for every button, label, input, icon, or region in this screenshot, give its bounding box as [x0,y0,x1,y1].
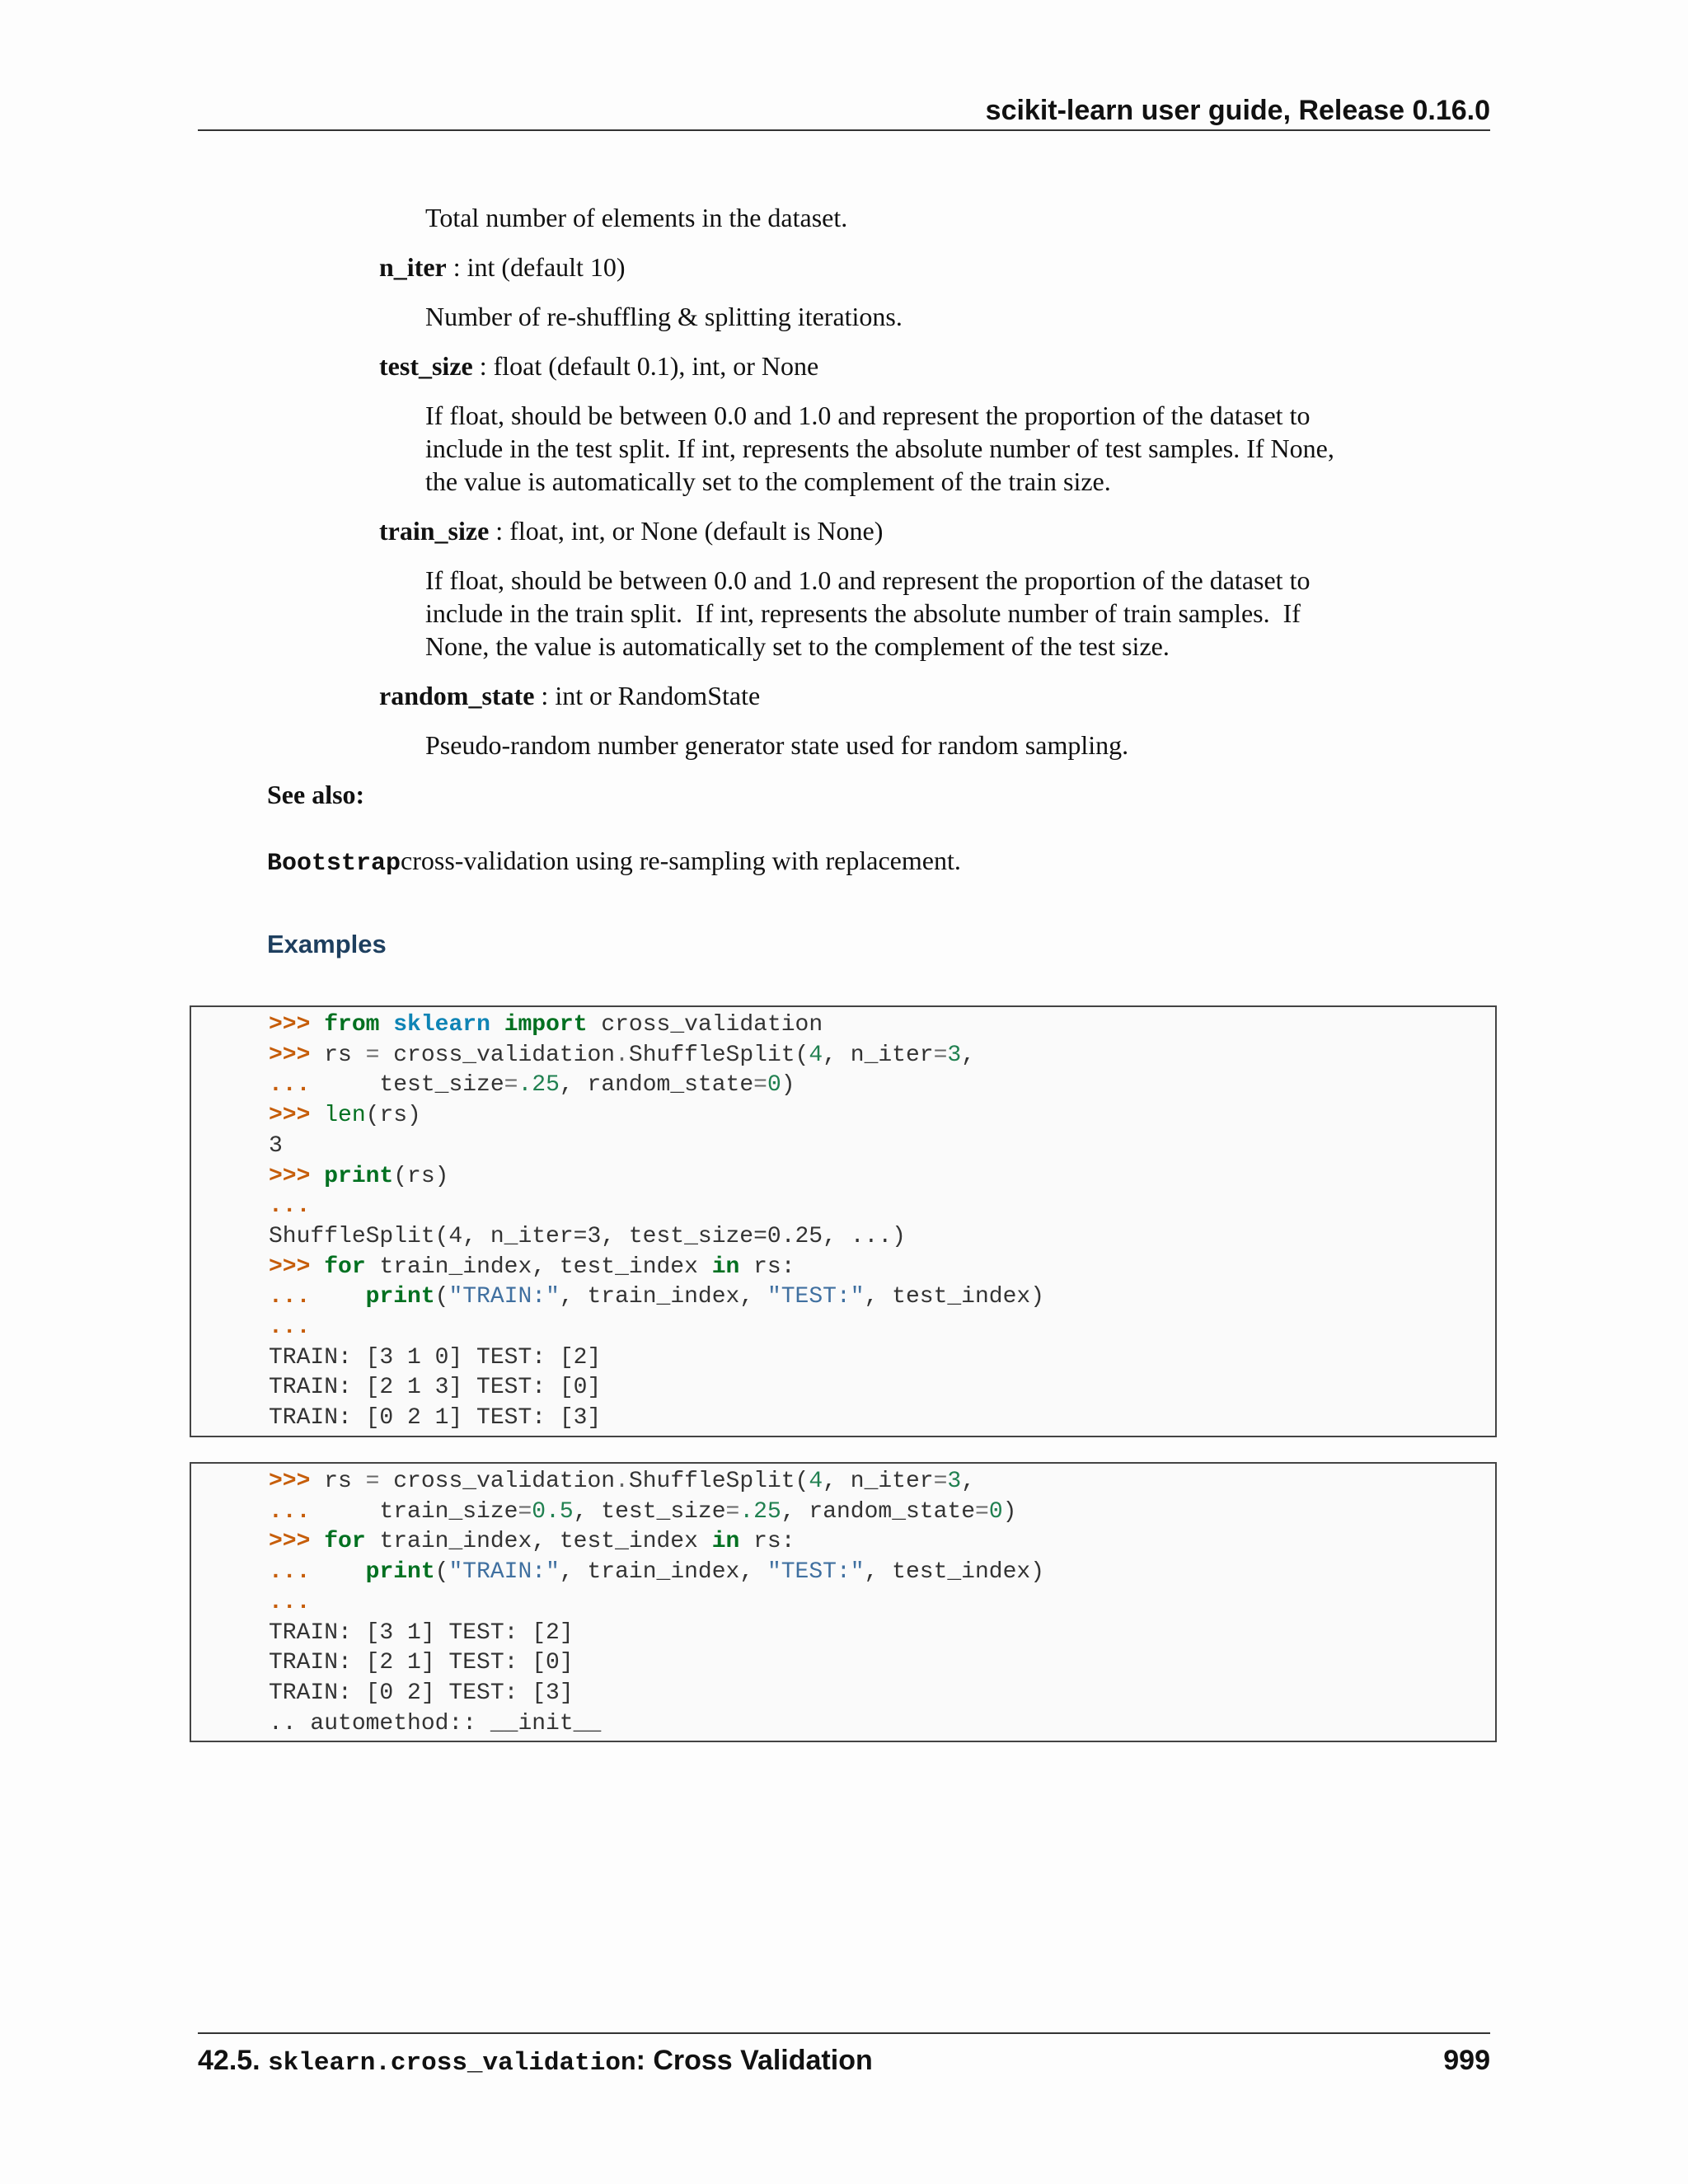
code-token-prompt: >>> [269,1012,325,1038]
see-also-heading: See also: [267,780,365,809]
code-token-output: TRAIN: [0 2 1] TEST: [3] [269,1405,602,1432]
param-name: n_iter [379,252,447,282]
param-type: : int (default 10) [446,252,626,282]
code-token-code-text: train_size [310,1498,518,1525]
code-token-code-text: rs: [739,1529,795,1555]
code-token-prompt: ... [269,1072,311,1099]
code-token-keyword: for [324,1254,366,1280]
code-token-code-text: , random_state [559,1072,754,1099]
code-token-code-text: ShuffleSplit( [628,1469,809,1494]
code-token-number: 4 [809,1469,823,1494]
param-test-size [379,349,818,382]
code-line [269,1010,823,1041]
param-name: train_size [379,516,490,546]
code-token-number: .25 [518,1072,560,1099]
code-token-operator: = [725,1498,740,1525]
code-token-keyword: import [504,1012,588,1038]
code-token-prompt: ... [269,1284,311,1310]
code-token-prompt: ... [269,1498,311,1525]
code-token-operator: . [615,1042,629,1068]
param-desc-line: None, the value is automatically set to the complement of the test size. [425,631,1170,661]
code-token-operator: = [933,1469,948,1494]
code-token-keyword: from [324,1012,380,1038]
code-token-output: TRAIN: [2 1 3] TEST: [0] [269,1375,602,1401]
see-also-entry [267,844,961,880]
footer-section-title [198,2042,873,2082]
code-line [269,1192,310,1222]
code-token-code-text: rs [324,1469,366,1494]
code-token-operator: = [365,1042,380,1068]
code-token-prompt: >>> [269,1042,325,1068]
param-desc-line: If float, should be between 0.0 and 1.0 and represent the proportion of the dataset to [425,565,1311,595]
code-token-code-text: , n_iter [823,1469,934,1494]
code-token-code-text: (rs) [393,1163,449,1189]
code-token-operator: = [504,1072,518,1099]
code-token-string: "TEST:" [767,1559,865,1586]
bootstrap-link[interactable]: Bootstrap [267,850,401,878]
footer-rule [198,2032,1490,2034]
code-token-code-text: ShuffleSplit( [628,1042,809,1068]
code-token-code-text: , test_size [573,1498,726,1525]
code-token-prompt: ... [269,1589,311,1615]
code-token-code-text: ( [434,1284,449,1310]
code-line [269,1467,975,1497]
code-token-code-text: rs [324,1042,366,1068]
code-token-code-text: , [961,1469,976,1494]
code-line [269,1313,310,1343]
code-token-output: TRAIN: [3 1 0] TEST: [2] [269,1344,602,1371]
param-n-desc: Total number of elements in the dataset. [425,203,848,232]
code-line [269,1619,574,1649]
code-token-code-text: , test_index) [864,1559,1044,1586]
code-token-output: TRAIN: [3 1] TEST: [2] [269,1619,574,1646]
code-token-prompt: >>> [269,1103,325,1129]
code-token-code-text: cross_validation [379,1469,616,1494]
param-desc-line: Pseudo-random number generator state used for random sampling. [425,730,1129,760]
code-token-prompt: ... [269,1559,311,1586]
code-token-code-text: , random_state [781,1498,976,1525]
code-token-output: 3 [269,1132,283,1159]
code-token-number: 0 [767,1072,781,1099]
code-token-keyword: print [365,1559,435,1586]
param-n-iter [379,251,626,284]
code-block-1 [190,1005,1497,1437]
code-line [269,1497,1016,1528]
code-token-prompt: ... [269,1193,311,1220]
code-line [269,1162,448,1193]
code-line [269,1404,601,1434]
code-token-output: .. automethod:: __init__ [269,1710,602,1736]
code-token-operator: = [365,1469,380,1494]
code-token-code-text: , train_index, [559,1559,767,1586]
code-token-keyword: print [324,1163,394,1189]
see-also-text: cross-validation using re-sampling with replacement. [401,846,961,875]
code-token-code-text: rs: [739,1254,795,1280]
code-token-code-text: , train_index, [559,1284,767,1310]
code-token-output: TRAIN: [0 2] TEST: [3] [269,1680,574,1706]
code-line [269,1527,795,1558]
code-token-number: 4 [809,1042,823,1068]
param-type: : float (default 0.1), int, or None [472,351,819,381]
code-line [269,1648,574,1679]
code-line [269,1071,795,1101]
code-token-operator: = [753,1072,767,1099]
code-token-keyword: in [711,1254,740,1280]
code-token-code-text: ) [1002,1498,1017,1525]
code-token-number: 3 [947,1042,962,1068]
code-line [269,1222,906,1253]
code-token-code-text: test_size [310,1072,504,1099]
footer-section-suffix: : Cross Validation [635,2045,873,2076]
code-token-prompt: >>> [269,1163,325,1189]
code-token-output: TRAIN: [2 1] TEST: [0] [269,1650,574,1676]
code-token-code-text: ) [781,1072,795,1099]
examples-heading: Examples [267,930,387,958]
code-token-code-text: ( [434,1559,449,1586]
param-random-state [379,679,760,712]
code-line [269,1558,1044,1588]
param-name: test_size [379,351,473,381]
code-line [269,1253,795,1283]
code-token-number: 0 [988,1498,1003,1525]
header-title: scikit-learn user guide, Release 0.16.0 [985,95,1490,126]
code-token-code-text: train_index, test_index [365,1254,712,1280]
code-block-2 [190,1462,1497,1742]
param-train-size [379,514,883,547]
code-token-string: "TRAIN:" [448,1559,560,1586]
param-desc-line: include in the train split. If int, represents the absolute number of train samples. If [425,598,1301,628]
code-token-operator: = [975,1498,989,1525]
code-token-number: 3 [947,1469,962,1494]
code-line [269,1588,310,1619]
code-token-module-name: sklearn [393,1012,490,1038]
code-token-code-text [379,1012,393,1038]
code-token-code-text: cross_validation [587,1012,823,1038]
param-desc-line: If float, should be between 0.0 and 1.0 and represent the proportion of the dataset to [425,401,1311,430]
param-desc-line: Number of re-shuffling & splitting iterations. [425,302,903,331]
code-line [269,1373,601,1404]
code-token-code-text [310,1559,365,1585]
header-rule [198,129,1490,131]
param-name: random_state [379,681,535,710]
code-line [269,1679,574,1709]
code-token-string: "TRAIN:" [448,1284,560,1310]
code-token-operator: = [933,1042,948,1068]
code-token-code-text: cross_validation [379,1042,616,1068]
code-token-code-text [490,1012,504,1038]
code-line [269,1343,601,1374]
code-token-code-text [310,1284,365,1310]
code-line [269,1132,283,1162]
code-token-code-text: , test_index) [864,1284,1044,1310]
param-type: : float, int, or None (default is None) [489,516,884,546]
code-token-builtin: len [324,1103,366,1129]
footer-section-number: 42.5. [198,2045,260,2076]
code-token-code-text: , [961,1042,976,1068]
code-token-operator: = [518,1498,532,1525]
code-line [269,1041,975,1071]
code-token-prompt: >>> [269,1254,325,1280]
code-token-code-text: , n_iter [823,1042,934,1068]
code-token-code-text: train_index, test_index [365,1529,712,1555]
code-line [269,1282,1044,1313]
code-line [269,1101,421,1132]
code-token-prompt: ... [269,1315,311,1340]
code-token-operator: . [615,1469,629,1494]
code-token-keyword: for [324,1529,366,1555]
code-token-string: "TEST:" [767,1284,865,1310]
code-token-prompt: >>> [269,1469,325,1494]
code-token-number: .25 [739,1498,781,1525]
code-token-number: 0.5 [532,1498,574,1525]
code-token-code-text: (rs) [365,1103,421,1129]
footer-module-name[interactable]: sklearn.cross_validation [268,2049,636,2078]
page-number: 999 [1443,2045,1490,2076]
param-desc-line: include in the test split. If int, represents the absolute number of test samples. If None, [425,434,1334,463]
code-token-output: ShuffleSplit(4, n_iter=3, test_size=0.25, ...) [269,1223,906,1249]
code-line [269,1709,601,1740]
code-token-prompt: >>> [269,1529,325,1555]
param-desc-line: the value is automatically set to the complement of the train size. [425,466,1111,496]
param-type: : int or RandomState [534,681,761,710]
code-token-keyword: in [711,1529,740,1555]
code-token-keyword: print [365,1284,435,1310]
